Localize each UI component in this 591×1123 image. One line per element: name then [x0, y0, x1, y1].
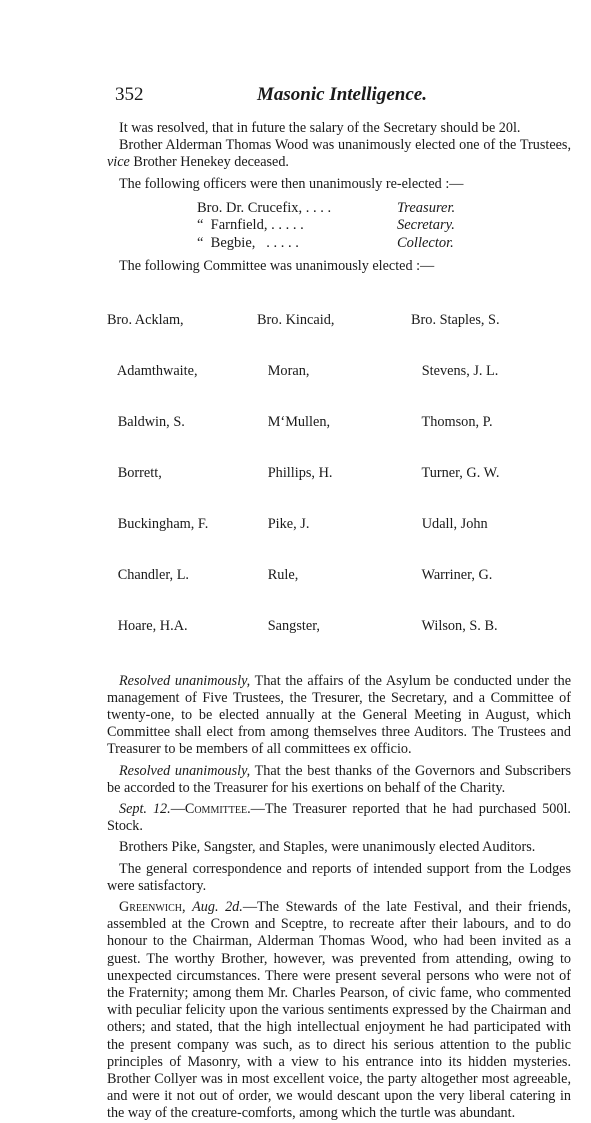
- committee-member: Warriner, G.: [411, 566, 493, 583]
- paragraph-salary-resolution: It was resolved, that in future the salary of the Secretary should be 20l.: [119, 120, 521, 136]
- officers-list: [197, 200, 571, 253]
- officer-row: [197, 200, 571, 218]
- committee-member: Borrett,: [107, 464, 162, 481]
- paragraph-officers-intro: The following officers were then unanimously re-elected :—: [119, 175, 464, 192]
- committee-column-1: [107, 278, 257, 669]
- paragraph-committee-intro: The following Committee was unanimously elected :—: [119, 258, 435, 275]
- officer-row: [197, 217, 571, 235]
- paragraph-trustee-election: Brother Alderman Thomas Wood was unanimously elected one of the Trustees, vice Brother Henekey deceased.: [107, 137, 571, 171]
- page-body: [107, 120, 571, 1123]
- committee-member: Chandler, L.: [107, 566, 190, 583]
- committee-member: Bro. Acklam,: [107, 311, 184, 328]
- committee-member: Turner, G. W.: [411, 464, 500, 481]
- committee-member: Hoare, H.A.: [107, 617, 188, 634]
- page-number: 352: [115, 84, 144, 105]
- committee-member: Phillips, H.: [257, 464, 333, 481]
- officer-row: [197, 235, 571, 253]
- committee-member: M‘Mullen,: [257, 413, 331, 430]
- committee-list: [107, 278, 571, 669]
- paragraph-resolution-management: Resolved unanimously, That the affairs of the Asylum be conducted under the management of Five Trustees, the Tresurer, the Secretary, and a Committee of twenty-one, to be elected annually at the General Meeting in August, which Committee shall elect from among themselves three Auditors. The Trustees and Treasurer to be members of all committees ex officio.: [107, 672, 571, 758]
- committee-member: Stevens, J. L.: [411, 362, 499, 379]
- officer-name: Bro. Dr. Crucefix, . . . .: [197, 199, 332, 216]
- committee-member: Buckingham, F.: [107, 515, 209, 532]
- paragraph-auditors: Brothers Pike, Sangster, and Staples, were unanimously elected Auditors.: [119, 839, 536, 856]
- committee-column-2: [257, 278, 411, 669]
- committee-member: Baldwin, S.: [107, 413, 185, 430]
- running-head: Masonic Intelligence.: [257, 84, 427, 105]
- committee-member: Wilson, S. B.: [411, 617, 498, 634]
- officer-role: Collector.: [397, 234, 454, 251]
- officer-role: Secretary.: [397, 217, 455, 234]
- committee-member: Sangster,: [257, 617, 320, 634]
- paragraph-committee-report: Sept. 12.—Committee.—The Treasurer reported that he had purchased 500l. Stock.: [107, 800, 571, 835]
- committee-member: Udall, John: [411, 515, 488, 532]
- page-header: [115, 84, 575, 108]
- committee-member: Bro. Staples, S.: [411, 311, 500, 328]
- committee-member: Moran,: [257, 362, 310, 379]
- committee-member: Pike, J.: [257, 515, 310, 532]
- committee-member: Bro. Kincaid,: [257, 311, 335, 328]
- paragraph-correspondence: The general correspondence and reports of intended support from the Lodges were satisfactory.: [107, 860, 571, 894]
- committee-member: Rule,: [257, 566, 299, 583]
- officer-name: “ Begbie, . . . . .: [197, 234, 299, 251]
- paragraph-resolution-thanks: Resolved unanimously, That the best thanks of the Governors and Subscribers be accorded to the Treasurer for his exertions on behalf of the Charity.: [107, 762, 571, 796]
- officer-name: “ Farnfield, . . . . .: [197, 217, 304, 234]
- committee-column-3: [411, 278, 500, 669]
- officer-role: Treasurer.: [397, 199, 456, 216]
- committee-member: Thomson, P.: [411, 413, 493, 430]
- paragraph-greenwich: Greenwich, Aug. 2d.—The Stewards of the late Festival, and their friends, assembled at the Crown and Sceptre, to recreate after their labours, and to do honour to the Chairman, Alderman Thomas Wood, who had been invited as a guest. The worthy Brother, however, was prevented from attending, owing to unexpected circumstances. There were present several persons who were not of the Fraternity; among them Mr. Charles Pearson, of civic fame, who commented with peculiar felicity upon the various sentiments expressed by the Chairman and others; and stated, that the high intellectual enjoyment he had participated with the present company was such, as to direct his serious attention to the public principles of Masonry, with a view to his entrance into its hidden mysteries. Brother Collyer was in most excellent voice, the party altogether most agreeable, and were it not out of order, we would descant upon the very liberal catering in the way of the creature-comforts, among which the turtle was abundant.: [107, 898, 571, 1122]
- committee-member: Adamthwaite,: [107, 362, 198, 379]
